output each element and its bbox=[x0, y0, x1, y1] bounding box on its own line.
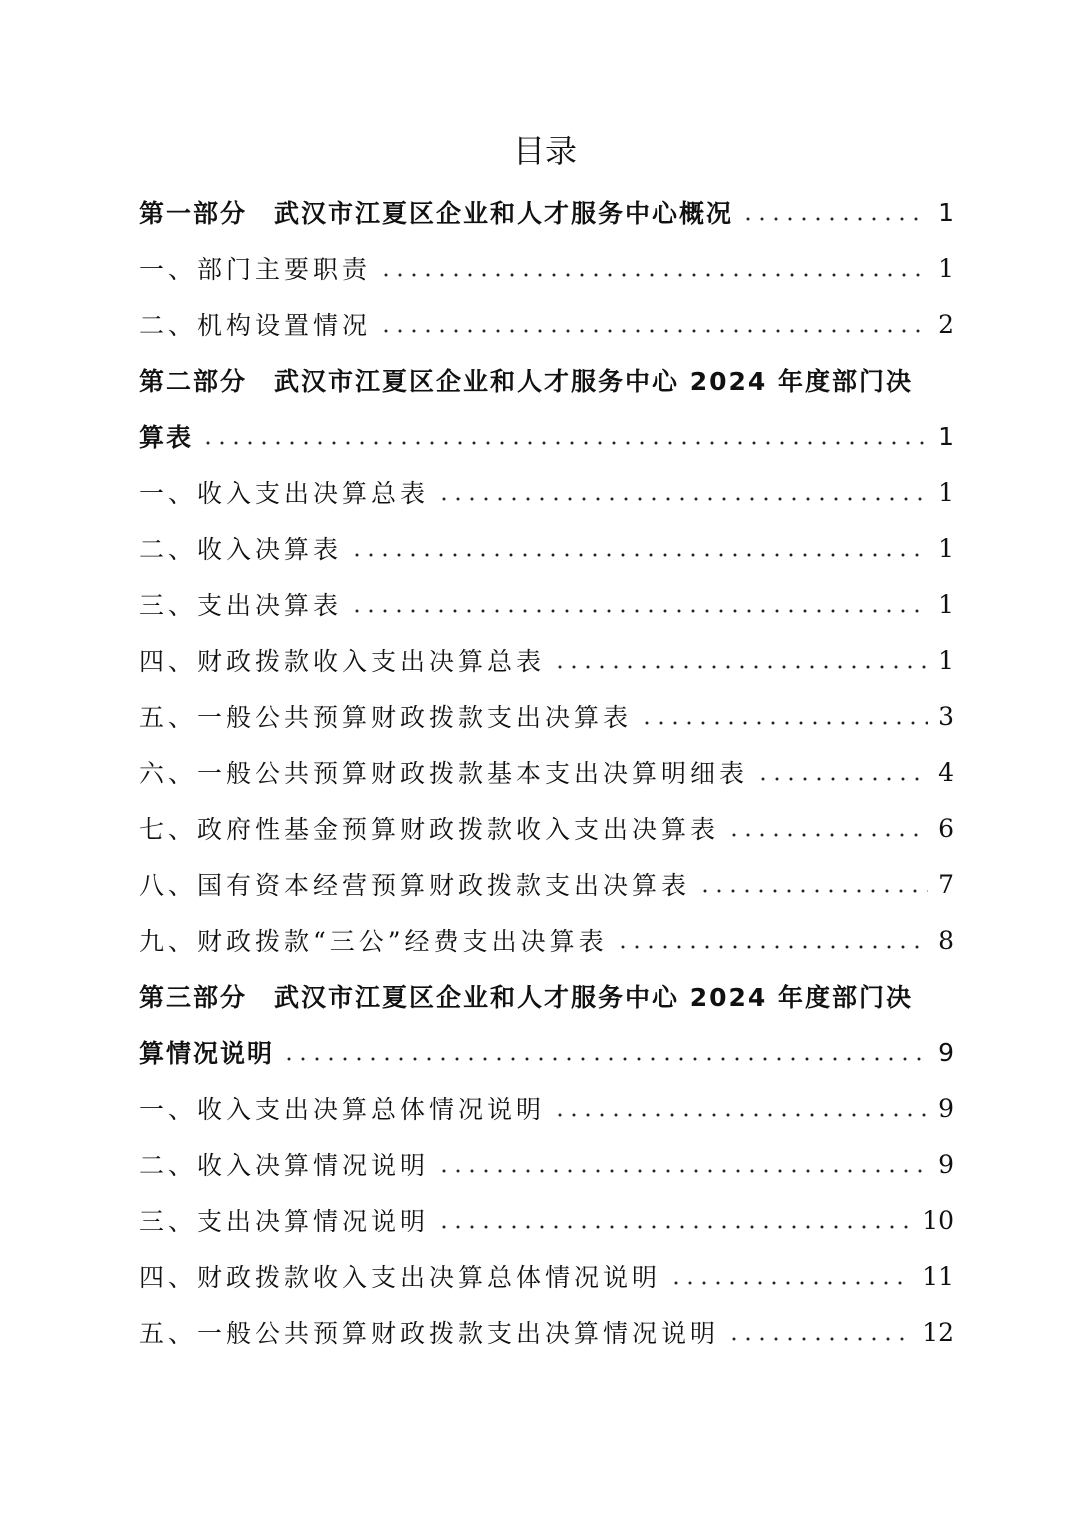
toc-entry-label: 第一部分 武汉市江夏区企业和人才服务中心概况 bbox=[139, 199, 734, 228]
dot-leader bbox=[741, 217, 928, 221]
dot-leader bbox=[756, 777, 928, 781]
toc-entry[interactable] bbox=[139, 856, 954, 912]
toc-entry-label: 第二部分 武汉市江夏区企业和人才服务中心 2024 年度部门决 bbox=[139, 367, 913, 396]
toc-entry[interactable] bbox=[139, 1192, 954, 1248]
toc-entry[interactable] bbox=[139, 1136, 954, 1192]
dot-leader bbox=[437, 497, 928, 501]
toc-entry-label: 三、支出决算情况说明 bbox=[139, 1207, 430, 1236]
toc-entry[interactable] bbox=[139, 632, 954, 688]
toc-entry[interactable] bbox=[139, 1304, 954, 1360]
toc-entry-label: 八、国有资本经营预算财政拨款支出决算表 bbox=[139, 871, 691, 900]
toc-entry-label: 五、一般公共预算财政拨款支出决算情况说明 bbox=[139, 1319, 720, 1348]
toc-entry-page: 1 bbox=[938, 589, 954, 619]
toc-entry-label: 一、收入支出决算总体情况说明 bbox=[139, 1095, 546, 1124]
toc-entry[interactable] bbox=[139, 744, 954, 800]
table-of-contents bbox=[139, 184, 954, 1360]
dot-leader bbox=[350, 609, 928, 613]
toc-entry-label: 四、财政拨款收入支出决算总表 bbox=[139, 647, 546, 676]
toc-entry-part-1[interactable] bbox=[139, 184, 954, 240]
dot-leader bbox=[437, 1169, 928, 1173]
dot-leader bbox=[350, 553, 928, 557]
toc-entry-page: 6 bbox=[938, 813, 954, 843]
toc-entry-page: 9 bbox=[938, 1093, 954, 1123]
dot-leader bbox=[379, 329, 928, 333]
dot-leader bbox=[379, 273, 928, 277]
dot-leader bbox=[553, 1113, 928, 1117]
toc-entry-label: 一、部门主要职责 bbox=[139, 255, 372, 284]
toc-entry-page: 1 bbox=[938, 253, 954, 283]
toc-entry-label-cont: 算情况说明 bbox=[139, 1039, 275, 1068]
toc-entry-label: 一、收入支出决算总表 bbox=[139, 479, 430, 508]
toc-entry-page: 1 bbox=[938, 477, 954, 507]
toc-entry-page: 10 bbox=[922, 1205, 954, 1235]
toc-entry[interactable] bbox=[139, 240, 954, 296]
toc-entry[interactable] bbox=[139, 576, 954, 632]
toc-entry[interactable] bbox=[139, 912, 954, 968]
toc-entry-label-cont: 算表 bbox=[139, 423, 194, 452]
toc-entry[interactable] bbox=[139, 1248, 954, 1304]
dot-leader bbox=[553, 665, 928, 669]
toc-entry-page: 4 bbox=[938, 757, 954, 787]
toc-entry-label: 五、一般公共预算财政拨款支出决算表 bbox=[139, 703, 633, 732]
toc-entry[interactable] bbox=[139, 688, 954, 744]
toc-entry-page: 1 bbox=[938, 421, 954, 451]
toc-entry-label: 二、收入决算情况说明 bbox=[139, 1151, 430, 1180]
toc-entry-label: 三、支出决算表 bbox=[139, 591, 343, 620]
dot-leader bbox=[669, 1281, 912, 1285]
toc-entry-page: 9 bbox=[938, 1037, 954, 1067]
toc-entry-page: 3 bbox=[938, 701, 954, 731]
toc-entry-page: 8 bbox=[938, 925, 954, 955]
toc-entry-page: 2 bbox=[938, 309, 954, 339]
toc-entry-page: 1 bbox=[938, 645, 954, 675]
dot-leader bbox=[282, 1057, 928, 1061]
toc-entry[interactable] bbox=[139, 464, 954, 520]
dot-leader bbox=[640, 721, 928, 725]
toc-entry-page: 12 bbox=[922, 1317, 954, 1347]
toc-entry-page: 9 bbox=[938, 1149, 954, 1179]
dot-leader bbox=[727, 833, 928, 837]
dot-leader bbox=[727, 1337, 912, 1341]
toc-entry-label: 七、政府性基金预算财政拨款收入支出决算表 bbox=[139, 815, 720, 844]
toc-entry-label: 第三部分 武汉市江夏区企业和人才服务中心 2024 年度部门决 bbox=[139, 983, 913, 1012]
toc-entry[interactable] bbox=[139, 800, 954, 856]
toc-entry-page: 7 bbox=[938, 869, 954, 899]
toc-entry[interactable] bbox=[139, 1080, 954, 1136]
dot-leader bbox=[201, 441, 928, 445]
toc-entry-page: 1 bbox=[938, 533, 954, 563]
toc-entry-part-3[interactable] bbox=[139, 968, 954, 1024]
toc-entry-label: 九、财政拨款“三公”经费支出决算表 bbox=[139, 927, 608, 956]
toc-entry[interactable] bbox=[139, 296, 954, 352]
toc-entry-part-3-cont[interactable] bbox=[139, 1024, 954, 1080]
toc-entry-label: 二、机构设置情况 bbox=[139, 311, 372, 340]
dot-leader bbox=[437, 1225, 912, 1229]
toc-entry[interactable] bbox=[139, 520, 954, 576]
toc-entry-label: 六、一般公共预算财政拨款基本支出决算明细表 bbox=[139, 759, 749, 788]
dot-leader bbox=[698, 889, 928, 893]
toc-entry-page: 11 bbox=[922, 1261, 954, 1291]
toc-entry-page: 1 bbox=[938, 197, 954, 227]
toc-entry-label: 二、收入决算表 bbox=[139, 535, 343, 564]
toc-entry-part-2-cont[interactable] bbox=[139, 408, 954, 464]
toc-entry-part-2[interactable] bbox=[139, 352, 954, 408]
dot-leader bbox=[616, 945, 929, 949]
toc-entry-label: 四、财政拨款收入支出决算总体情况说明 bbox=[139, 1263, 662, 1292]
page-title: 目录 bbox=[512, 132, 577, 170]
